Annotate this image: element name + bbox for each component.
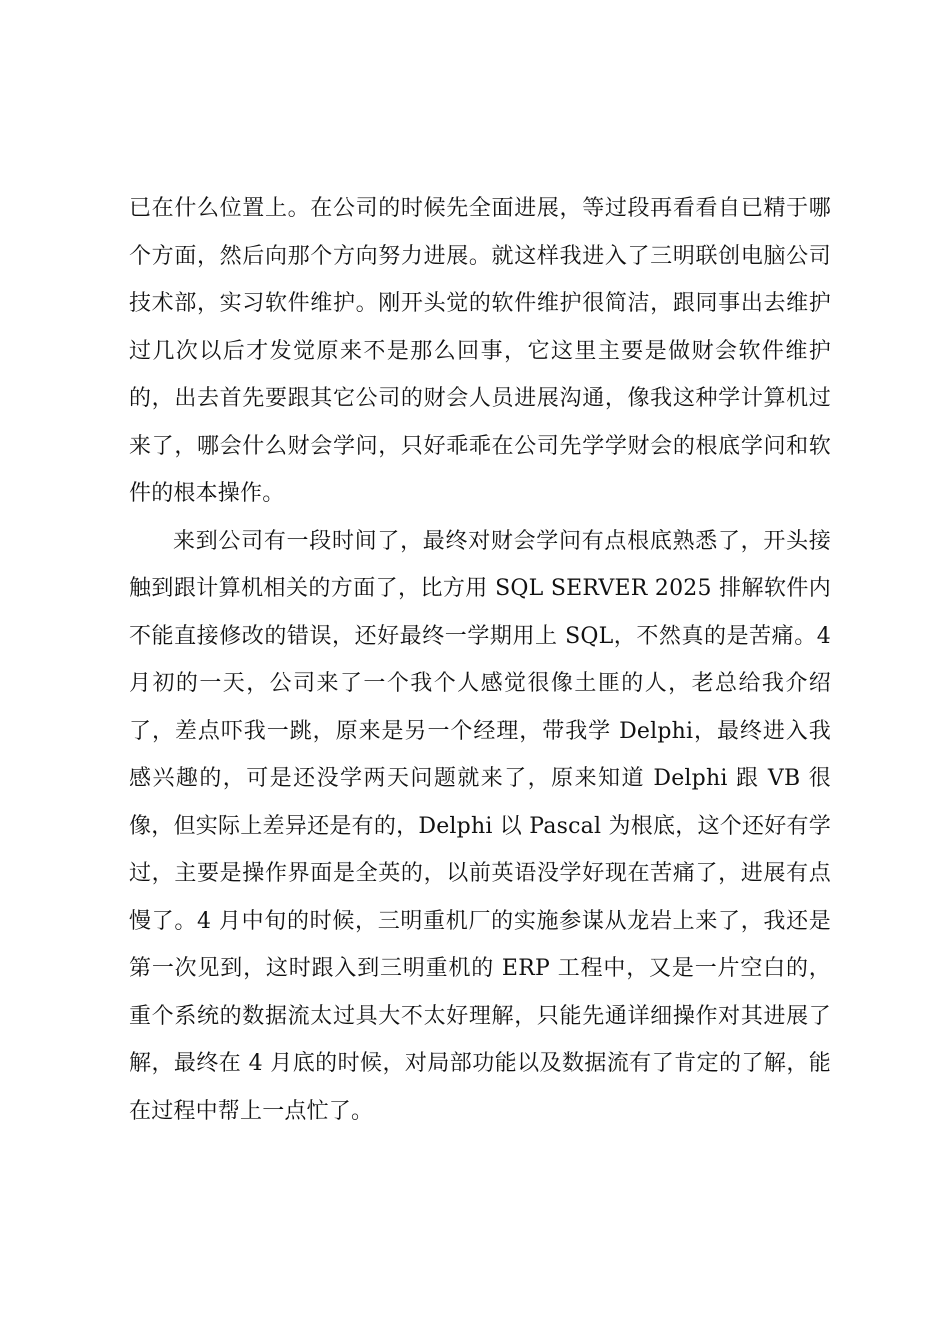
paragraph-company-experience: 来到公司有一段时间了，最终对财会学问有点根底熟悉了，开头接触到跟计算机相关的方面了，比方用 SQL SERVER 2025 排解软件内不能直接修改的错误，还好最终一学期用上 SQL，不然真的是苦痛。4 月初的一天，公司来了一个我个人感觉很像土匪的人，老总给我介绍了，差点吓我一跳，原来是另一个经理，带我学 Delphi，最终进入我感兴趣的，可是还没学两天问题就来了，原来知道 Delphi 跟 VB 很像，但实际上差异还是有的，Delphi 以 Pascal 为根底，这个还好有学过，主要是操作界面是全英的，以前英语没学好现在苦痛了，进展有点慢了。4 月中旬的时候，三明重机厂的实施参谋从龙岩上来了，我还是第一次见到，这时跟入到三明重机的 ERP 工程中，又是一片空白的，重个系统的数据流太过具大不太好理解，只能先通详细操作对其进展了解，最终在 4 月底的时候，对局部功能以及数据流有了肯定的了解，能在过程中帮上一点忙了。 <box>129 528 831 1124</box>
document-body <box>129 185 831 1135</box>
paragraph-continuation: 已在什么位置上。在公司的时候先全面进展，等过段再看看自已精于哪个方面，然后向那个方向努力进展。就这样我进入了三明联创电脑公司技术部，实习软件维护。刚开头觉的软件维护很简洁，跟同事出去维护过几次以后才发觉原来不是那么回事，它这里主要是做财会软件维护的，出去首先要跟其它公司的财会人员进展沟通，像我这种学计算机过来了，哪会什么财会学问，只好乖乖在公司先学学财会的根底学问和软件的根本操作。 <box>129 196 831 506</box>
